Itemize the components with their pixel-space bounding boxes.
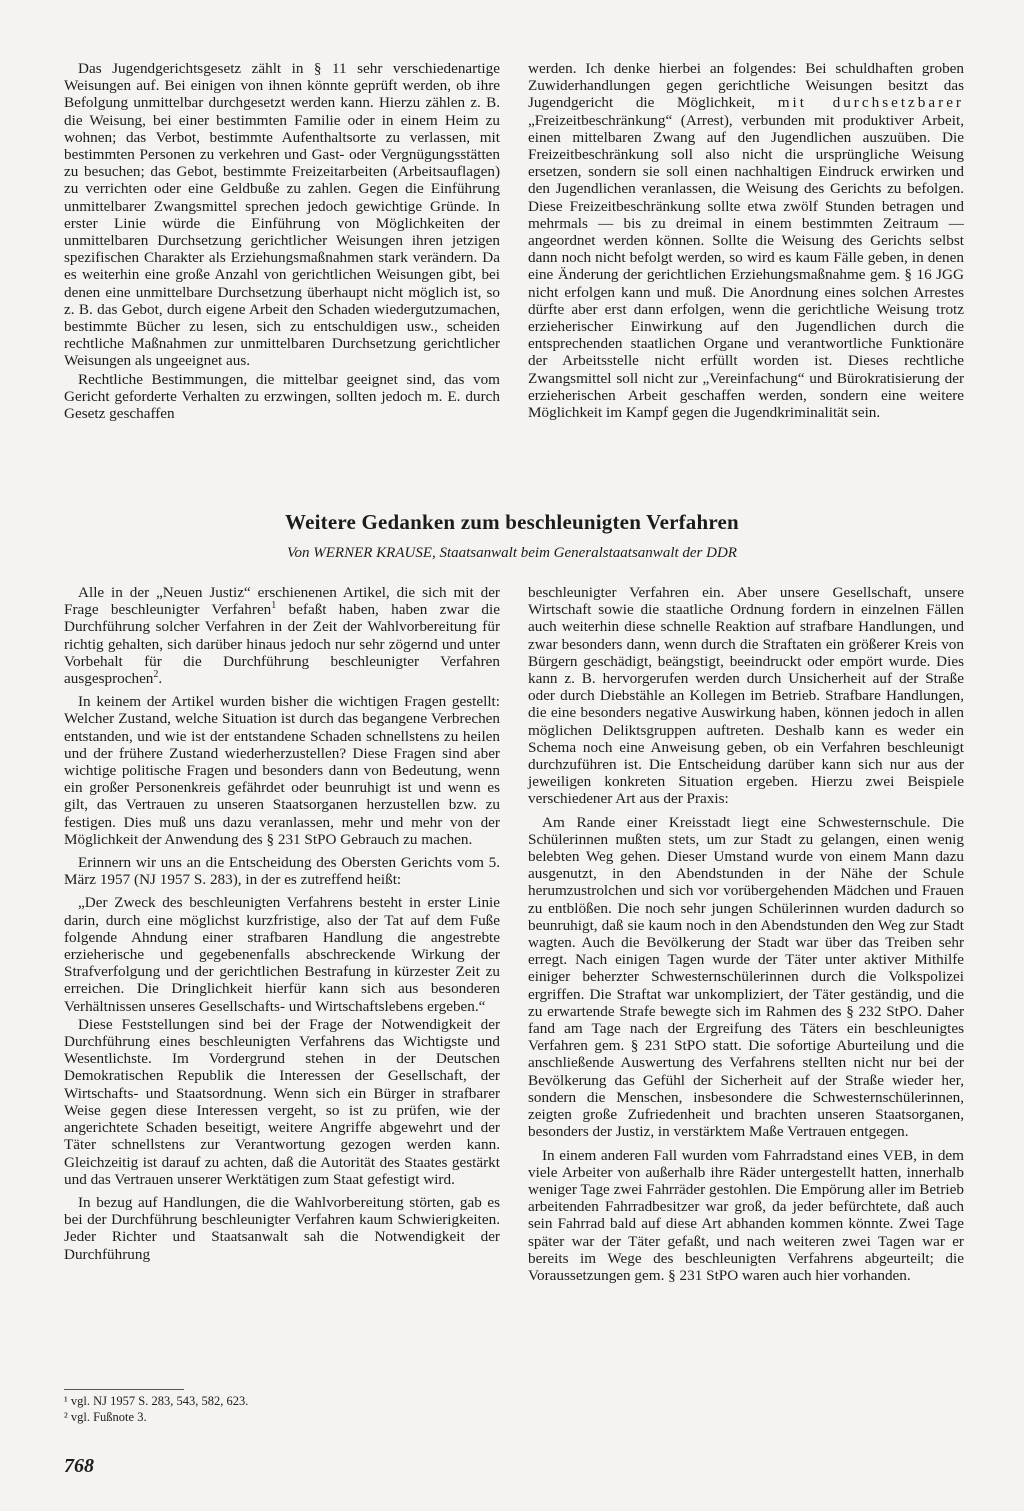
- article-column-right: [528, 584, 964, 1284]
- spaced-emphasis: mit durchsetzbarer: [777, 94, 964, 112]
- article-byline: Von WERNER KRAUSE, Staatsanwalt beim Generalstaatsanwalt der DDR: [287, 545, 737, 561]
- page-number: 768: [64, 1455, 94, 1477]
- previous-article-column-right: [528, 60, 964, 421]
- previous-article-column-left: [64, 60, 500, 422]
- paragraph: werden. Ich denke hierbei an folgendes: Bei schuldhaften groben Zuwiderhandlungen gegen gerichtliche Weisungen besitzt das Jugendgericht die Möglichkeit, mit durchsetzbarer „Freizeitbeschränkung“ (Arrest), verbunden mit produktiver Arbeit, einen mittelbaren Zwang auf den Jugendlichen auszuüben. Die Freizeitbeschränkung soll also nicht die ursprüngliche Weisung ersetzen, sondern sie soll einen nachhaltigen Eindruck erwirken und den Jugendlichen veranlassen, die Weisung des Gerichts zu befolgen. Diese Freizeitbeschränkung sollte etwa zwölf Stunden betragen und mehrmals — bis zu dreimal in einem bestimmten Zeitraum — angeordnet werden können. Sollte die Weisung des Gerichts selbst dann noch nicht befolgt werden, so wird es kaum Fälle geben, in denen eine Änderung der gerichtlichen Erziehungsmaßnahme gem. § 16 JGG nicht erfolgen kann und muß. Die Anordnung eines solchen Arrestes dürfte aber erst dann erfolgen, wenn die gerichtliche Weisung trotz erzieherischer Einwirkung auf den Jugendlichen durch die entsprechenden staatlichen Organe und verantwortliche Funktionäre der Arbeitsstelle nicht erfüllt worden ist. Dieses rechtliche Zwangsmittel soll nicht zur „Vereinfachung“ und Bürokratisierung der erzieherischen Arbeit geschaffen werden, sondern eine weitere Möglichkeit im Kampf gegen die Jugendkriminalität sein.: [528, 60, 964, 422]
- footnote-ref: 2: [153, 668, 159, 680]
- article-title: Weitere Gedanken zum beschleunigten Verfahren: [285, 510, 739, 534]
- paragraph: Am Rande einer Kreisstadt liegt eine Schwesternschule. Die Schülerinnen mußten stets, um zur Stadt zu gelangen, einen wenig belebten Weg gehen. Dieser Umstand wurde von einem Mann dazu ausgenutzt, in den Abendstunden in der Nähe der Schule herumzustrolchen und sich vor vorübergehenden Mädchen und Frauen zu entblößen. Die noch sehr jungen Schülerinnen wurden dadurch so beunruhigt, daß sie kaum noch in den Abendstunden den Weg zur Stadt wagten. Auch die Bevölkerung der Stadt war über das Treiben sehr erregt. Nach einigen Tagen wurde der Täter unter aktiver Mithilfe einiger beherzter Schwesternschülerinnen durch die Volkspolizei ergriffen. Die Straftat war unkompliziert, der Täter geständig, und die zu erwartende Strafe bewegte sich im Rahmen des § 232 StPO. Daher fand am Tage nach der Ergreifung des Täters ein beschleunigtes Verfahren gem. § 231 StPO statt. Die sofortige Aburteilung und die anschließende Auswertung des Verfahrens stellten nicht nur bei der Bevölkerung das Gefühl der Sicherheit auf der Straße wieder her, sondern die Menschen, insbesondere die Schwesternschülerinnen, zeigten große Zufriedenheit und brachten unseren Staatsorganen, besonders der Justiz, in verstärktem Maße Vertrauen entgegen.: [528, 813, 964, 1141]
- paragraph: beschleunigter Verfahren ein. Aber unsere Gesellschaft, unsere Wirtschaft sowie die staatliche Ordnung fordern in einzelnen Fällen auch weiterhin diese schnelle Reaktion auf strafbare Handlungen, und zwar besonders dann, wenn durch die Straftaten ein größerer Kreis von Bürgern geschädigt, beängstigt, beeindruckt oder empört wurde. Dies kann z. B. hervorgerufen werden durch Unsicherheit auf der Straße oder durch Diebstähle an Kollegen im Betrieb. Strafbare Handlungen, die eine besonders negative Auswirkung haben, können jedoch in allen möglichen Deliktsgruppen auftreten. Deshalb kann es weder ein Schema noch eine Anweisung geben, ob ein Verfahren beschleunigt durchzuführen ist. Die Entscheidung darüber kann sich nur aus der jeweiligen konkreten Situation ergeben. Hierzu zwei Beispiele verschiedener Art aus der Praxis:: [528, 584, 964, 808]
- article-column-left: [64, 584, 500, 1263]
- footnotes: [64, 1393, 500, 1425]
- paragraph: Alle in der „Neuen Justiz“ erschienenen Artikel, die sich mit der Frage beschleunigter Verfahren$^1$ befaßt haben, haben zwar die Durchführung solcher Verfahren in der Zeit der Wahlvorbereitung für richtig gehalten, sich darüber hinaus jedoch nur sehr zögernd und unter Vorbehalt für die Durchführung beschleunigter Verfahren ausgesprochen$^2$.: [64, 584, 500, 688]
- footnote: ² vgl. Fußnote 3.: [64, 1410, 147, 1424]
- paragraph: Rechtliche Bestimmungen, die mittelbar geeignet sind, das vom Gericht geforderte Verhalten zu erzwingen, sollten jedoch m. E. durch Gesetz geschaffen: [64, 370, 500, 423]
- paragraph: In keinem der Artikel wurden bisher die wichtigen Fragen gestellt: Welcher Zustand, welche Situation ist durch das begangene Verbrechen entstanden, und wie ist der entstandene Schaden schnellstens zu heilen und der frühere Zustand wiederherzustellen? Diese Fragen sind aber wichtige politische Fragen und besonders dann von Bedeutung, wenn ein großer Personenkreis gefährdet oder beunruhigt ist und wenn es gilt, das Vertrauen zu unseren Staatsorganen herzustellen bzw. zu festigen. Dies muß uns dazu veranlassen, mehr und mehr von der Möglichkeit der Anwendung des § 231 StPO Gebrauch zu machen.: [64, 693, 500, 848]
- paragraph: In einem anderen Fall wurden vom Fahrradstand eines VEB, in dem viele Arbeiter von außerhalb ihre Räder untergestellt hatten, innerhalb weniger Tage zwei Fahrräder gestohlen. Die Empörung aller im Betrieb arbeitenden Fahrradbesitzer war groß, da jeder befürchtete, daß auch sein Fahrrad bald auf diese Art abhanden kommen könnte. Zwei Tage später war der Täter gefaßt, und nach weiteren zwei Tagen war er bereits im Wege des beschleunigten Verfahrens abgeurteilt; die Voraussetzungen gem. § 231 StPO waren auch hier vorhanden.: [528, 1146, 964, 1284]
- paragraph: In bezug auf Handlungen, die die Wahlvorbereitung störten, gab es bei der Durchführung beschleunigter Verfahren kaum Schwierigkeiten. Jeder Richter und Staatsanwalt sah die Notwendigkeit der Durchführung: [64, 1193, 500, 1263]
- footnote: ¹ vgl. NJ 1957 S. 283, 543, 582, 623.: [64, 1394, 249, 1408]
- paragraph: Das Jugendgerichtsgesetz zählt in § 11 sehr verschiedenartige Weisungen auf. Bei einigen von ihnen könnte geprüft werden, ob ihre Befolgung unmittelbar durchgesetzt werden kann. Hierzu zählen z. B. die Weisung, bei einer bestimmten Familie oder in einem Heim zu wohnen; das Verbot, bestimmte Aufenthaltsorte zu verlassen, mit bestimmten Personen zu verkehren und Gast- oder Vergnügungsstätten zu besuchen; das Gebot, bestimmte Freizeitarbeiten (Arbeitsauflagen) zu verrichten oder eine Geldbuße zu zahlen. Gegen die Einführung unmittelbarer Zwangsmittel sprechen jedoch gewichtige Gründe. In erster Linie würde die Einführung von Möglichkeiten der unmittelbaren Durchsetzung gerichtlicher Weisungen ihren jetzigen spezifischen Charakter als Erziehungsmaßnahmen stark verändern. Da es weiterhin eine große Anzahl von gerichtlichen Weisungen gibt, bei denen eine unmittelbare Durchsetzung überhaupt nicht möglich ist, so z. B. das Gebot, durch eigene Arbeit den Schaden wiedergutzumachen, bestimmte Bücher zu lesen, sich zu entschuldigen usw., scheiden rechtliche Maßnahmen zur unmittelbaren Durchsetzung gerichtlicher Weisungen als ungeeignet aus.: [64, 60, 500, 370]
- footnote-divider: [64, 1389, 184, 1390]
- quotation: „Der Zweck des beschleunigten Verfahrens besteht in erster Linie darin, durch eine möglichst kurzfristige, also der Tat auf dem Fuße folgende Ahndung einer strafbaren Handlung die angestrebte erzieherische und gegebenenfalls abschreckende Wirkung der Strafverfolgung und der gerichtlichen Bestrafung in kürzester Zeit zu erreichen. Die Dringlichkeit hierfür kann sich aus besonderen Verhältnissen unseres Gesellschafts- und Wirtschaftslebens ergeben.“: [64, 894, 500, 1015]
- paragraph: Erinnern wir uns an die Entscheidung des Obersten Gerichts vom 5. März 1957 (NJ 1957 S. 283), in der es zutreffend heißt:: [64, 854, 500, 889]
- paragraph: Diese Feststellungen sind bei der Frage der Notwendigkeit der Durchführung eines beschleunigten Verfahrens das Wichtigste und Wesentlichste. Im Vordergrund stehen in der Deutschen Demokratischen Republik die Interessen der Gesellschaft, der Wirtschafts- und Staatsordnung. Wenn sich ein Bürger in strafbarer Weise gegen diese Interessen vergeht, so ist zu prüfen, wie der angerichtete Schaden beseitigt, weitere Angriffe abgewehrt und der Täter schnellstens zur Verantwortung gezogen werden kann. Gleichzeitig ist darauf zu achten, daß die Autorität des Staates gestärkt und das Vertrauen unserer Werktätigen zum Staat gefestigt wird.: [64, 1015, 500, 1188]
- footnote-ref: 1: [271, 600, 277, 612]
